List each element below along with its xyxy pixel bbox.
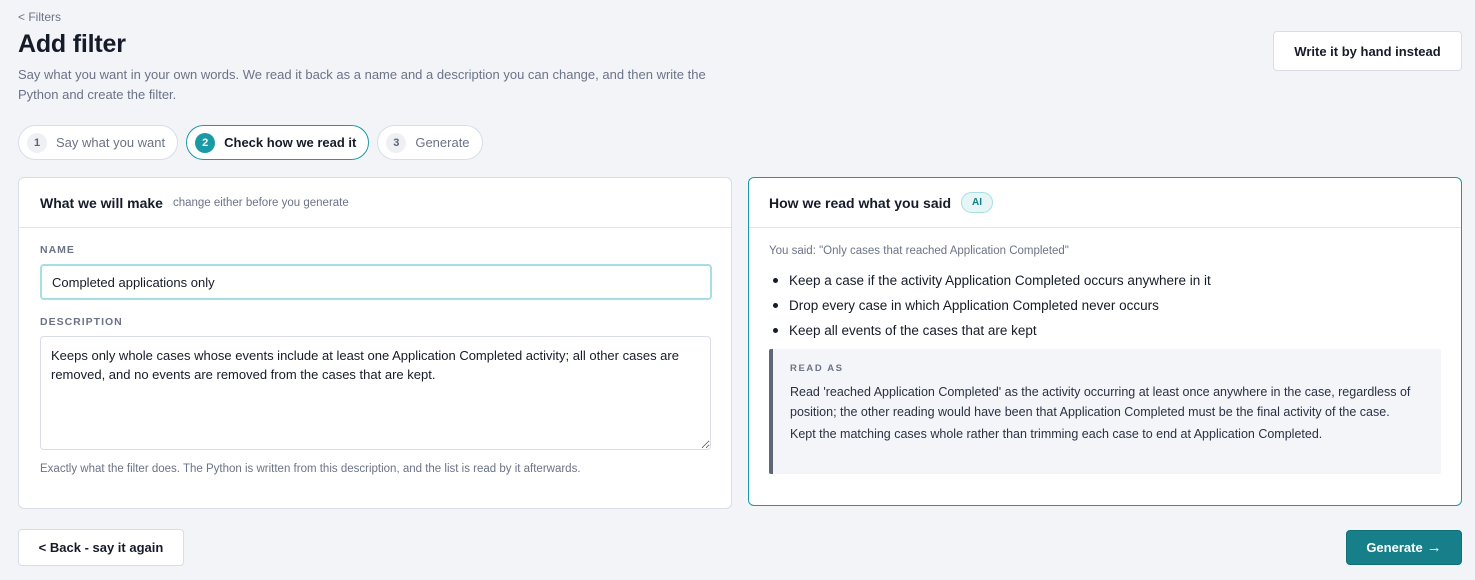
- step-check-how-we-read-it[interactable]: [186, 125, 369, 160]
- ai-badge: AI: [961, 192, 993, 213]
- name-label: NAME: [40, 244, 75, 256]
- you-said-quote: You said: "Only cases that reached Application Completed": [769, 245, 1069, 257]
- panel-header: [749, 178, 1461, 228]
- page-title: Add filter: [18, 30, 126, 58]
- back-to-filters-link[interactable]: < Filters: [18, 10, 62, 24]
- interpretation-item: Keep all events of the cases that are kept: [769, 318, 1211, 343]
- page-intro: Say what you want in your own words. We read it back as a name and a description you can change, and then write the Python and create the filter.: [18, 67, 706, 102]
- interpretation-item: Keep a case if the activity Application Completed occurs anywhere in it: [769, 268, 1211, 293]
- interpretation-list: [769, 268, 1211, 343]
- panel-title: What we will make: [40, 194, 163, 211]
- read-as-label: READ AS: [790, 363, 844, 374]
- step-say-what-you-want[interactable]: [18, 125, 178, 160]
- read-as-paragraph: Read 'reached Application Completed' as the activity occurring at least once anywhere in the case, regardless of position; the other reading would have been that Application Completed must be the final activity of the case.: [790, 385, 1411, 419]
- interpretation-item: Drop every case in which Application Completed never occurs: [769, 293, 1211, 318]
- step-number: 1: [27, 133, 47, 153]
- read-as-paragraph: Kept the matching cases whole rather than trimming each case to end at Application Completed.: [790, 427, 1323, 441]
- panel-header: [19, 178, 731, 228]
- step-number: 3: [386, 133, 406, 153]
- description-label: DESCRIPTION: [40, 316, 123, 328]
- how-we-read-panel: [748, 177, 1462, 506]
- generate-button[interactable]: [1346, 530, 1462, 565]
- generate-label: Generate: [1366, 540, 1423, 555]
- step-label: Say what you want: [56, 135, 166, 150]
- step-label: Generate: [415, 135, 470, 150]
- write-by-hand-button[interactable]: Write it by hand instead: [1273, 31, 1462, 71]
- step-number: 2: [195, 133, 215, 153]
- name-input[interactable]: [40, 264, 712, 300]
- arrow-right-icon: →: [1426, 539, 1442, 556]
- panel-title: How we read what you said: [769, 194, 952, 211]
- panel-subtitle: change either before you generate: [172, 196, 349, 209]
- what-we-will-make-panel: [18, 177, 732, 509]
- description-textarea[interactable]: [40, 336, 711, 450]
- description-hint: Exactly what the filter does. The Python is written from this description, and the list is read by it afterwards.: [40, 463, 581, 475]
- stepper: [18, 125, 483, 160]
- step-generate[interactable]: [377, 125, 482, 160]
- back-say-it-again-button[interactable]: < Back - say it again: [18, 529, 184, 566]
- step-label: Check how we read it: [224, 135, 357, 150]
- read-as-callout: [769, 349, 1441, 474]
